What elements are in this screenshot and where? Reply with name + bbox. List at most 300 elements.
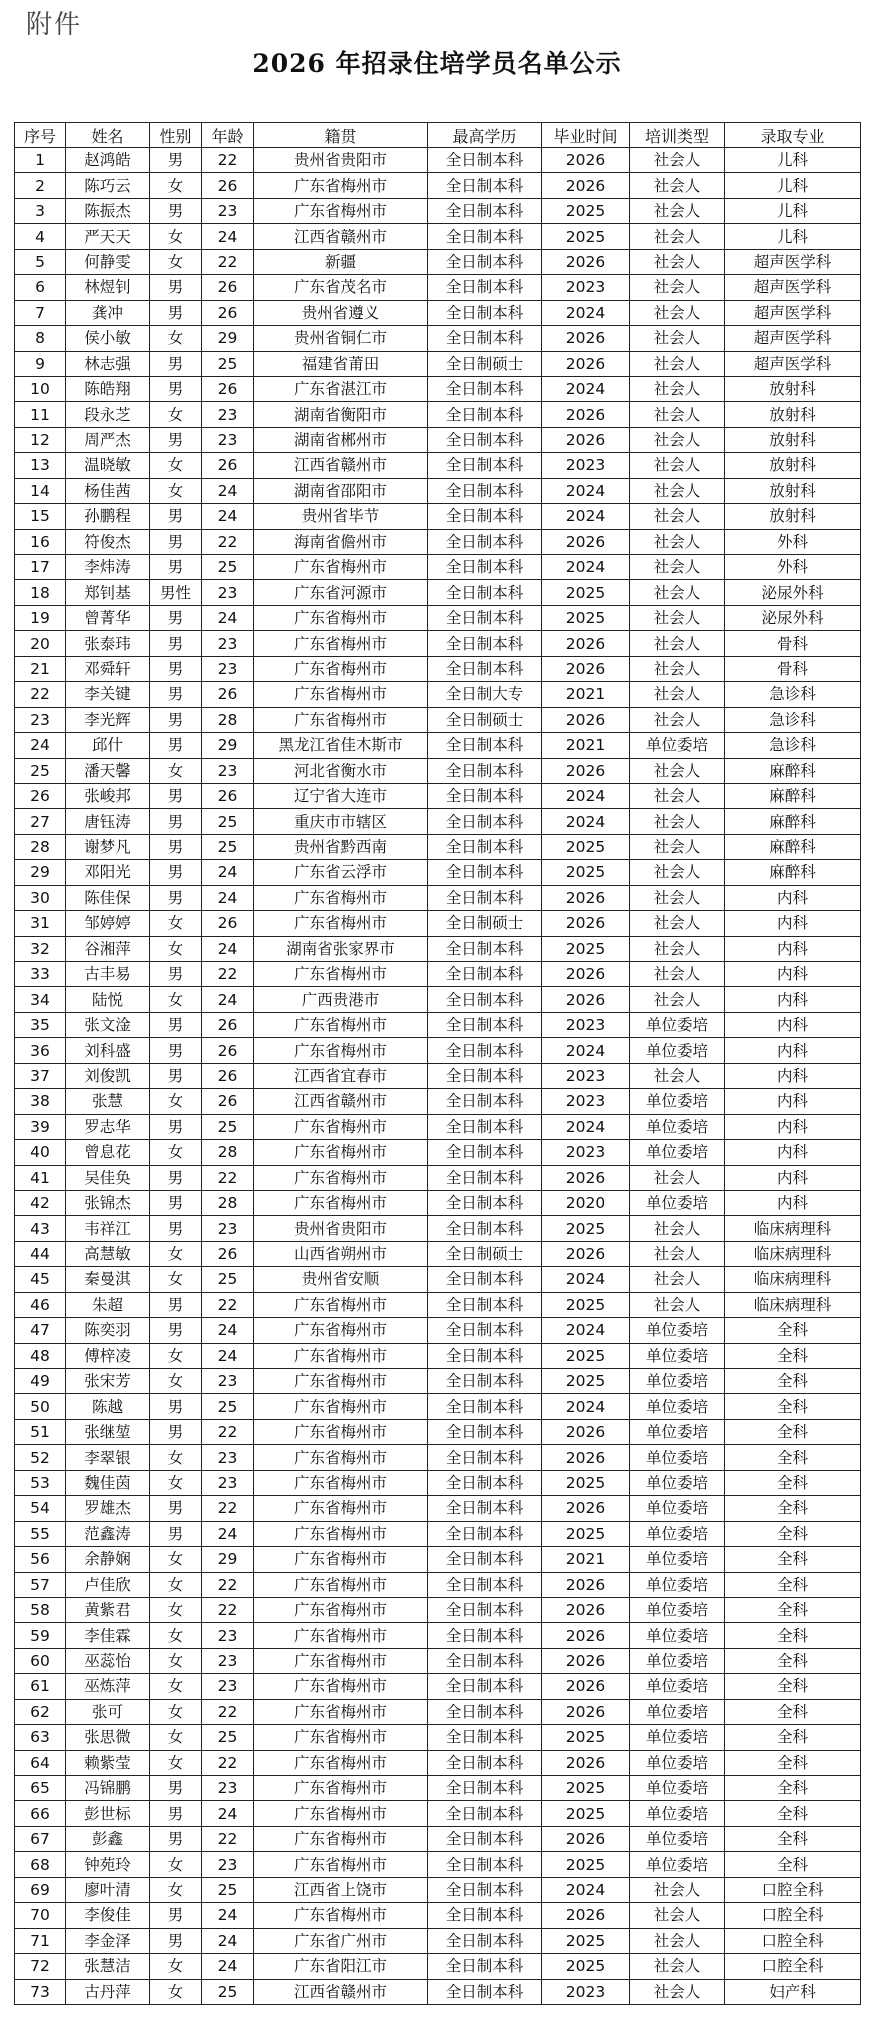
cell-index: 44	[15, 1241, 66, 1266]
cell-specialty: 内科	[725, 1063, 861, 1088]
cell-index: 48	[15, 1343, 66, 1368]
cell-specialty: 口腔全科	[725, 1877, 861, 1902]
cell-gender: 女	[150, 1699, 202, 1724]
table-row	[15, 682, 861, 707]
cell-graduation-year: 2025	[542, 580, 630, 605]
cell-index: 29	[15, 860, 66, 885]
cell-gender: 男	[150, 1903, 202, 1928]
cell-education: 全日制大专	[428, 682, 542, 707]
cell-specialty: 麻醉科	[725, 758, 861, 783]
cell-index: 8	[15, 326, 66, 351]
cell-education: 全日制本科	[428, 1445, 542, 1470]
cell-index: 10	[15, 376, 66, 401]
cell-training-type: 单位委培	[630, 1114, 725, 1139]
cell-education: 全日制本科	[428, 224, 542, 249]
cell-name: 彭世标	[66, 1801, 150, 1826]
cell-index: 46	[15, 1292, 66, 1317]
cell-age: 26	[202, 1063, 254, 1088]
cell-training-type: 社会人	[630, 504, 725, 529]
cell-age: 24	[202, 1318, 254, 1343]
cell-gender: 女	[150, 173, 202, 198]
cell-age: 26	[202, 453, 254, 478]
cell-age: 24	[202, 1521, 254, 1546]
cell-specialty: 内科	[725, 1190, 861, 1215]
cell-hometown: 广西贵港市	[254, 987, 428, 1012]
col-header: 年龄	[202, 123, 254, 148]
cell-name: 李翠银	[66, 1445, 150, 1470]
cell-gender: 女	[150, 1572, 202, 1597]
cell-training-type: 社会人	[630, 1292, 725, 1317]
cell-gender: 男	[150, 1801, 202, 1826]
cell-education: 全日制本科	[428, 1343, 542, 1368]
cell-name: 孙鹏程	[66, 504, 150, 529]
cell-graduation-year: 2024	[542, 478, 630, 503]
table-row	[15, 911, 861, 936]
cell-index: 26	[15, 783, 66, 808]
cell-gender: 女	[150, 402, 202, 427]
cell-training-type: 社会人	[630, 224, 725, 249]
cell-training-type: 社会人	[630, 580, 725, 605]
cell-age: 22	[202, 249, 254, 274]
cell-index: 17	[15, 555, 66, 580]
cell-age: 23	[202, 1445, 254, 1470]
cell-age: 25	[202, 1267, 254, 1292]
cell-training-type: 社会人	[630, 148, 725, 173]
cell-gender: 女	[150, 1089, 202, 1114]
cell-graduation-year: 2026	[542, 1597, 630, 1622]
cell-training-type: 单位委培	[630, 1012, 725, 1037]
cell-name: 谷湘萍	[66, 936, 150, 961]
cell-specialty: 麻醉科	[725, 783, 861, 808]
cell-gender: 男	[150, 656, 202, 681]
cell-training-type: 社会人	[630, 300, 725, 325]
cell-gender: 男	[150, 860, 202, 885]
cell-specialty: 临床病理科	[725, 1216, 861, 1241]
cell-index: 57	[15, 1572, 66, 1597]
cell-training-type: 单位委培	[630, 1852, 725, 1877]
cell-training-type: 社会人	[630, 1877, 725, 1902]
cell-education: 全日制本科	[428, 529, 542, 554]
cell-age: 24	[202, 987, 254, 1012]
table-row	[15, 1597, 861, 1622]
cell-gender: 男	[150, 1038, 202, 1063]
cell-training-type: 社会人	[630, 707, 725, 732]
cell-name: 侯小敏	[66, 326, 150, 351]
cell-index: 71	[15, 1928, 66, 1953]
cell-training-type: 社会人	[630, 1241, 725, 1266]
cell-hometown: 广东省梅州市	[254, 1190, 428, 1215]
cell-index: 11	[15, 402, 66, 427]
cell-hometown: 广东省梅州市	[254, 962, 428, 987]
cell-name: 刘俊凯	[66, 1063, 150, 1088]
cell-name: 魏佳茵	[66, 1470, 150, 1495]
cell-gender: 男	[150, 962, 202, 987]
cell-specialty: 内科	[725, 1165, 861, 1190]
cell-gender: 女	[150, 758, 202, 783]
cell-graduation-year: 2026	[542, 148, 630, 173]
cell-hometown: 黑龙江省佳木斯市	[254, 733, 428, 758]
cell-graduation-year: 2024	[542, 300, 630, 325]
cell-training-type: 社会人	[630, 326, 725, 351]
cell-name: 傅梓凌	[66, 1343, 150, 1368]
cell-hometown: 广东省梅州市	[254, 1165, 428, 1190]
cell-gender: 女	[150, 1369, 202, 1394]
cell-age: 25	[202, 1114, 254, 1139]
cell-index: 27	[15, 809, 66, 834]
cell-name: 陈振杰	[66, 198, 150, 223]
cell-education: 全日制本科	[428, 1292, 542, 1317]
cell-name: 赵鸿皓	[66, 148, 150, 173]
cell-graduation-year: 2026	[542, 529, 630, 554]
cell-name: 刘科盛	[66, 1038, 150, 1063]
cell-name: 李佳霖	[66, 1623, 150, 1648]
col-header: 性别	[150, 123, 202, 148]
table-row	[15, 631, 861, 656]
cell-age: 22	[202, 1750, 254, 1775]
cell-specialty: 内科	[725, 1038, 861, 1063]
cell-education: 全日制本科	[428, 1394, 542, 1419]
cell-hometown: 广东省河源市	[254, 580, 428, 605]
cell-specialty: 全科	[725, 1801, 861, 1826]
cell-hometown: 贵州省安顺	[254, 1267, 428, 1292]
table-row	[15, 1318, 861, 1343]
cell-gender: 男	[150, 1190, 202, 1215]
cell-name: 张泰玮	[66, 631, 150, 656]
table-row	[15, 783, 861, 808]
cell-training-type: 社会人	[630, 478, 725, 503]
cell-hometown: 广东省梅州市	[254, 1648, 428, 1673]
cell-gender: 女	[150, 478, 202, 503]
cell-training-type: 单位委培	[630, 733, 725, 758]
cell-gender: 男	[150, 1394, 202, 1419]
cell-index: 47	[15, 1318, 66, 1343]
table-row	[15, 733, 861, 758]
cell-hometown: 广东省阳江市	[254, 1954, 428, 1979]
cell-graduation-year: 2026	[542, 885, 630, 910]
cell-education: 全日制本科	[428, 1012, 542, 1037]
cell-gender: 女	[150, 224, 202, 249]
cell-index: 13	[15, 453, 66, 478]
cell-index: 54	[15, 1496, 66, 1521]
cell-training-type: 单位委培	[630, 1547, 725, 1572]
table-row	[15, 1394, 861, 1419]
cell-age: 23	[202, 402, 254, 427]
cell-training-type: 社会人	[630, 1267, 725, 1292]
cell-education: 全日制本科	[428, 1165, 542, 1190]
cell-training-type: 单位委培	[630, 1190, 725, 1215]
cell-hometown: 湖南省邵阳市	[254, 478, 428, 503]
cell-age: 23	[202, 1369, 254, 1394]
cell-specialty: 儿科	[725, 224, 861, 249]
cell-age: 25	[202, 809, 254, 834]
cell-hometown: 江西省宜春市	[254, 1063, 428, 1088]
table-row	[15, 173, 861, 198]
cell-education: 全日制本科	[428, 427, 542, 452]
cell-hometown: 广东省梅州市	[254, 555, 428, 580]
cell-name: 张文淦	[66, 1012, 150, 1037]
cell-hometown: 广东省梅州市	[254, 1725, 428, 1750]
table-row	[15, 1648, 861, 1673]
cell-gender: 男	[150, 1419, 202, 1444]
cell-hometown: 广东省梅州市	[254, 1038, 428, 1063]
table-row	[15, 1114, 861, 1139]
cell-hometown: 贵州省贵阳市	[254, 148, 428, 173]
cell-age: 23	[202, 1470, 254, 1495]
col-header: 毕业时间	[542, 123, 630, 148]
cell-graduation-year: 2025	[542, 860, 630, 885]
cell-specialty: 麻醉科	[725, 834, 861, 859]
cell-education: 全日制本科	[428, 580, 542, 605]
cell-gender: 女	[150, 987, 202, 1012]
cell-hometown: 江西省赣州市	[254, 453, 428, 478]
cell-gender: 男	[150, 682, 202, 707]
cell-name: 朱超	[66, 1292, 150, 1317]
cell-gender: 男	[150, 529, 202, 554]
cell-specialty: 妇产科	[725, 1979, 861, 2004]
cell-age: 29	[202, 733, 254, 758]
cell-training-type: 单位委培	[630, 1572, 725, 1597]
cell-education: 全日制本科	[428, 1547, 542, 1572]
cell-gender: 男	[150, 885, 202, 910]
cell-specialty: 放射科	[725, 402, 861, 427]
cell-education: 全日制本科	[428, 860, 542, 885]
cell-education: 全日制本科	[428, 1903, 542, 1928]
cell-graduation-year: 2025	[542, 1521, 630, 1546]
cell-name: 陆悦	[66, 987, 150, 1012]
cell-index: 34	[15, 987, 66, 1012]
cell-training-type: 社会人	[630, 249, 725, 274]
table-row	[15, 1699, 861, 1724]
cell-name: 邓舜轩	[66, 656, 150, 681]
cell-education: 全日制本科	[428, 1216, 542, 1241]
cell-gender: 女	[150, 1954, 202, 1979]
cell-name: 高慧敏	[66, 1241, 150, 1266]
cell-name: 巫蕊怡	[66, 1648, 150, 1673]
cell-name: 何静雯	[66, 249, 150, 274]
cell-specialty: 超声医学科	[725, 326, 861, 351]
cell-gender: 男	[150, 198, 202, 223]
table-row	[15, 198, 861, 223]
cell-education: 全日制本科	[428, 1776, 542, 1801]
cell-specialty: 内科	[725, 962, 861, 987]
cell-training-type: 单位委培	[630, 1597, 725, 1622]
cell-training-type: 单位委培	[630, 1470, 725, 1495]
table-row	[15, 1343, 861, 1368]
cell-training-type: 单位委培	[630, 1826, 725, 1851]
cell-age: 26	[202, 1012, 254, 1037]
cell-graduation-year: 2025	[542, 1801, 630, 1826]
cell-index: 45	[15, 1267, 66, 1292]
cell-education: 全日制本科	[428, 962, 542, 987]
cell-training-type: 社会人	[630, 885, 725, 910]
table-row	[15, 605, 861, 630]
cell-gender: 男	[150, 504, 202, 529]
table-row	[15, 1419, 861, 1444]
cell-index: 9	[15, 351, 66, 376]
cell-hometown: 广东省梅州市	[254, 1750, 428, 1775]
cell-name: 张思微	[66, 1725, 150, 1750]
cell-education: 全日制本科	[428, 1725, 542, 1750]
cell-education: 全日制本科	[428, 1801, 542, 1826]
cell-age: 26	[202, 1241, 254, 1266]
cell-education: 全日制本科	[428, 376, 542, 401]
cell-name: 段永芝	[66, 402, 150, 427]
cell-gender: 女	[150, 1343, 202, 1368]
cell-graduation-year: 2023	[542, 1089, 630, 1114]
cell-gender: 女	[150, 1547, 202, 1572]
cell-hometown: 广东省梅州市	[254, 911, 428, 936]
cell-index: 55	[15, 1521, 66, 1546]
cell-hometown: 广东省云浮市	[254, 860, 428, 885]
cell-training-type: 社会人	[630, 1063, 725, 1088]
cell-name: 陈奕羽	[66, 1318, 150, 1343]
cell-index: 72	[15, 1954, 66, 1979]
table-row	[15, 1038, 861, 1063]
cell-graduation-year: 2026	[542, 1699, 630, 1724]
cell-training-type: 社会人	[630, 860, 725, 885]
cell-specialty: 麻醉科	[725, 860, 861, 885]
cell-age: 22	[202, 1597, 254, 1622]
cell-gender: 男	[150, 1012, 202, 1037]
cell-age: 28	[202, 1190, 254, 1215]
cell-graduation-year: 2024	[542, 1394, 630, 1419]
cell-specialty: 临床病理科	[725, 1267, 861, 1292]
cell-graduation-year: 2026	[542, 911, 630, 936]
cell-hometown: 江西省赣州市	[254, 1979, 428, 2004]
cell-training-type: 社会人	[630, 173, 725, 198]
cell-specialty: 全科	[725, 1648, 861, 1673]
cell-hometown: 广东省梅州市	[254, 1343, 428, 1368]
cell-hometown: 贵州省贵阳市	[254, 1216, 428, 1241]
cell-graduation-year: 2026	[542, 758, 630, 783]
cell-education: 全日制本科	[428, 1369, 542, 1394]
cell-graduation-year: 2026	[542, 351, 630, 376]
table-row	[15, 1521, 861, 1546]
cell-specialty: 全科	[725, 1826, 861, 1851]
cell-education: 全日制本科	[428, 555, 542, 580]
cell-specialty: 内科	[725, 1140, 861, 1165]
cell-hometown: 贵州省黔西南	[254, 834, 428, 859]
cell-gender: 男	[150, 1826, 202, 1851]
cell-name: 古丰易	[66, 962, 150, 987]
cell-specialty: 放射科	[725, 427, 861, 452]
cell-specialty: 内科	[725, 1089, 861, 1114]
cell-name: 张宋芳	[66, 1369, 150, 1394]
cell-hometown: 湖南省衡阳市	[254, 402, 428, 427]
table-row	[15, 834, 861, 859]
cell-gender: 女	[150, 911, 202, 936]
cell-gender: 男	[150, 733, 202, 758]
cell-hometown: 广东省梅州市	[254, 656, 428, 681]
cell-training-type: 社会人	[630, 682, 725, 707]
cell-hometown: 广东省梅州市	[254, 1903, 428, 1928]
cell-name: 李光辉	[66, 707, 150, 732]
cell-education: 全日制本科	[428, 1089, 542, 1114]
cell-hometown: 广东省梅州市	[254, 1419, 428, 1444]
cell-hometown: 广东省梅州市	[254, 885, 428, 910]
cell-hometown: 广东省梅州市	[254, 682, 428, 707]
cell-specialty: 儿科	[725, 173, 861, 198]
table-row	[15, 987, 861, 1012]
cell-name: 邓阳光	[66, 860, 150, 885]
cell-gender: 男	[150, 555, 202, 580]
cell-index: 53	[15, 1470, 66, 1495]
cell-age: 24	[202, 1343, 254, 1368]
cell-graduation-year: 2025	[542, 1852, 630, 1877]
cell-name: 赖紫莹	[66, 1750, 150, 1775]
cell-education: 全日制本科	[428, 1318, 542, 1343]
cell-age: 22	[202, 1572, 254, 1597]
cell-age: 23	[202, 1852, 254, 1877]
cell-age: 22	[202, 148, 254, 173]
cell-gender: 女	[150, 1648, 202, 1673]
cell-age: 23	[202, 1216, 254, 1241]
cell-gender: 女	[150, 1877, 202, 1902]
cell-education: 全日制本科	[428, 1470, 542, 1495]
cell-training-type: 社会人	[630, 605, 725, 630]
cell-name: 邱什	[66, 733, 150, 758]
cell-graduation-year: 2023	[542, 1063, 630, 1088]
cell-age: 26	[202, 1038, 254, 1063]
cell-specialty: 超声医学科	[725, 351, 861, 376]
cell-index: 68	[15, 1852, 66, 1877]
cell-training-type: 社会人	[630, 1928, 725, 1953]
cell-index: 52	[15, 1445, 66, 1470]
cell-training-type: 社会人	[630, 656, 725, 681]
cell-name: 杨佳茜	[66, 478, 150, 503]
cell-age: 24	[202, 1801, 254, 1826]
cell-graduation-year: 2026	[542, 631, 630, 656]
cell-gender: 男	[150, 834, 202, 859]
cell-age: 24	[202, 478, 254, 503]
cell-training-type: 单位委培	[630, 1369, 725, 1394]
table-row	[15, 1165, 861, 1190]
cell-education: 全日制本科	[428, 1674, 542, 1699]
cell-age: 23	[202, 758, 254, 783]
cell-education: 全日制硕士	[428, 911, 542, 936]
cell-index: 38	[15, 1089, 66, 1114]
cell-specialty: 泌尿外科	[725, 605, 861, 630]
cell-name: 龚冲	[66, 300, 150, 325]
cell-training-type: 社会人	[630, 758, 725, 783]
cell-hometown: 广东省梅州市	[254, 1699, 428, 1724]
page-title: 2026 年招录住培学员名单公示	[252, 49, 622, 78]
cell-age: 29	[202, 1547, 254, 1572]
cell-hometown: 湖南省张家界市	[254, 936, 428, 961]
cell-hometown: 新疆	[254, 249, 428, 274]
table-row	[15, 860, 861, 885]
col-header: 录取专业	[725, 123, 861, 148]
header-row	[15, 123, 861, 148]
cell-training-type: 社会人	[630, 1979, 725, 2004]
cell-education: 全日制本科	[428, 885, 542, 910]
cell-gender: 男	[150, 148, 202, 173]
cell-hometown: 广东省梅州市	[254, 1521, 428, 1546]
cell-index: 2	[15, 173, 66, 198]
cell-education: 全日制本科	[428, 1826, 542, 1851]
cell-training-type: 社会人	[630, 198, 725, 223]
cell-hometown: 广东省广州市	[254, 1928, 428, 1953]
cell-index: 40	[15, 1140, 66, 1165]
cell-training-type: 单位委培	[630, 1318, 725, 1343]
cell-training-type: 单位委培	[630, 1801, 725, 1826]
cell-education: 全日制本科	[428, 758, 542, 783]
cell-name: 李俊佳	[66, 1903, 150, 1928]
cell-graduation-year: 2021	[542, 733, 630, 758]
table-row	[15, 1140, 861, 1165]
col-header: 序号	[15, 123, 66, 148]
cell-graduation-year: 2025	[542, 605, 630, 630]
